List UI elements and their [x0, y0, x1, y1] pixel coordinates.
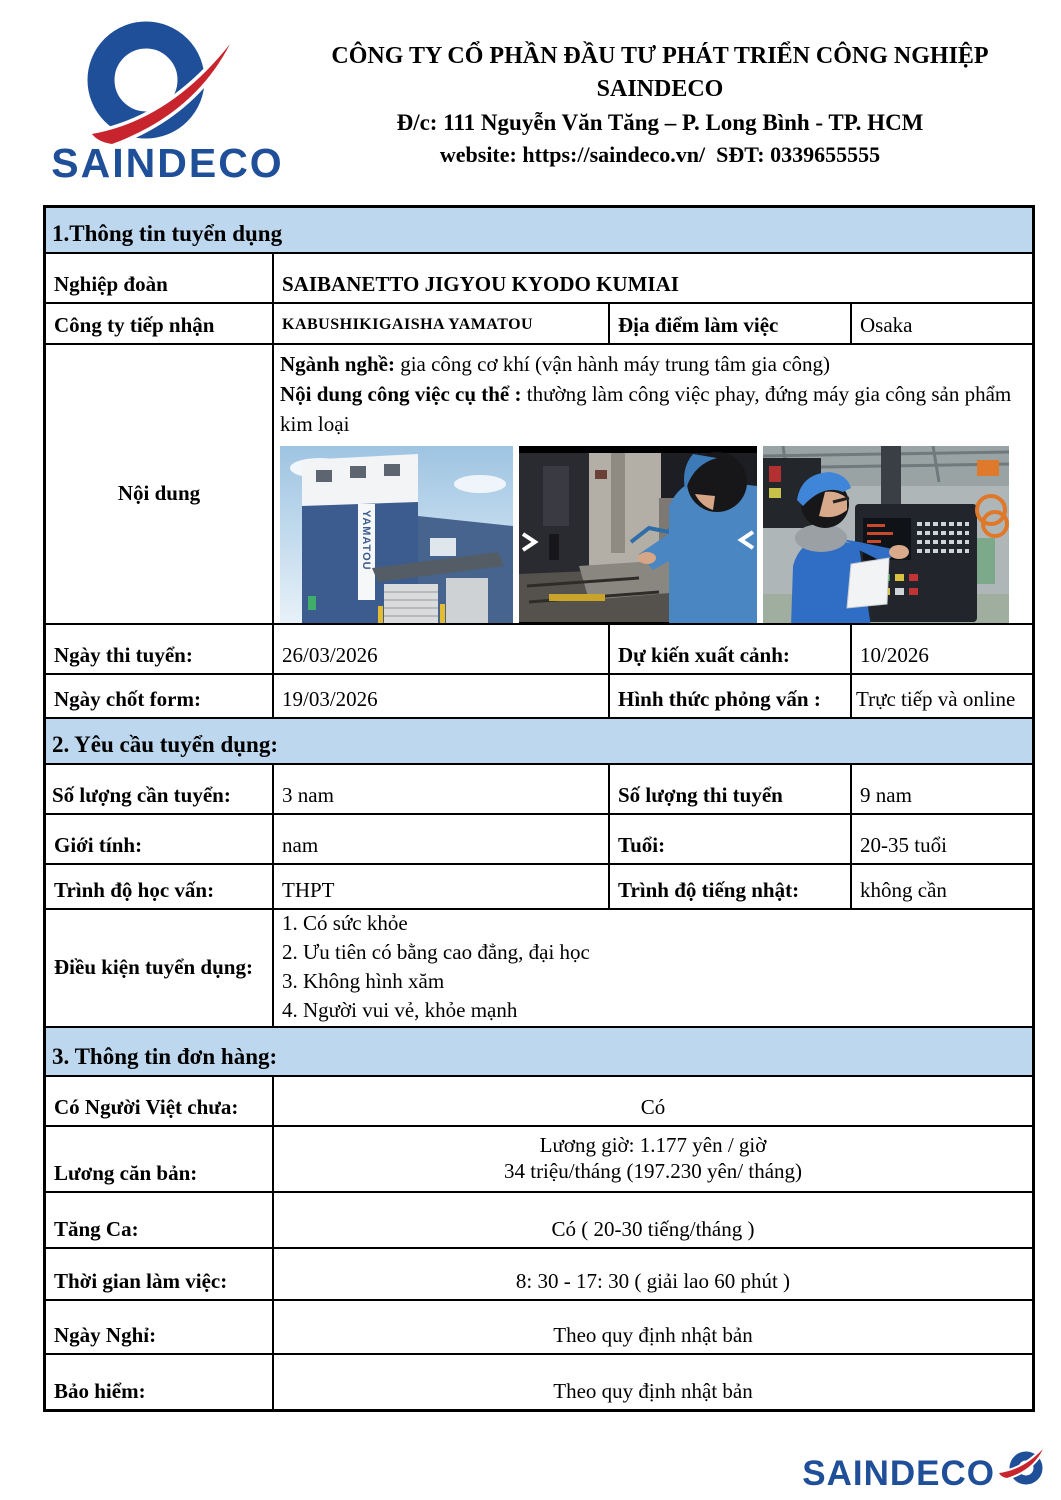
age-label: Tuổi: [608, 815, 850, 863]
table-row-education [46, 863, 1032, 908]
salary-line2: 34 triệu/tháng (197.230 yên/ tháng) [503, 1159, 803, 1183]
cnc-panel-photo [763, 446, 1009, 623]
recruitment-table [43, 205, 1035, 1412]
union-label: Nghiệp đoàn [54, 272, 168, 296]
table-row-working-hours [46, 1247, 1032, 1299]
company-info [285, 14, 1061, 187]
gender-label: Giới tính: [54, 833, 143, 857]
conditions-list [272, 910, 1032, 1026]
footer-logo [802, 1442, 1047, 1492]
condition-item: 4. Người vui vẻ, khỏe mạnh [282, 998, 518, 1022]
quantity-label: Số lượng cần tuyển: [52, 783, 231, 807]
section3-header [46, 1026, 1032, 1075]
exam-quantity-value: 9 nam [850, 765, 1032, 813]
logo-wordmark: SAINDECO [51, 140, 284, 186]
saindeco-logo-icon-small [997, 1442, 1047, 1486]
education-value: THPT [272, 865, 608, 908]
departure-label: Dự kiến xuất cảnh: [608, 625, 850, 673]
receiving-company-label: Công ty tiếp nhận [54, 313, 215, 337]
job-photos [280, 446, 1009, 623]
exam-date-label: Ngày thi tuyển: [54, 643, 193, 667]
overtime-label: Tăng Ca: [54, 1217, 139, 1241]
vietnamese-value: Có [272, 1077, 1032, 1125]
table-row-quantity [46, 763, 1032, 813]
dayoff-label: Ngày Nghỉ: [54, 1323, 157, 1347]
document-header [0, 14, 1061, 187]
section1-title: 1.Thông tin tuyển dụng [46, 208, 1032, 252]
exam-quantity-label: Số lượng thi tuyển [608, 765, 850, 813]
table-row-receiving-company [46, 302, 1032, 343]
job-detail-label: Nội dung công việc cụ thể : [280, 382, 522, 406]
table-row-vietnamese [46, 1075, 1032, 1125]
table-row-exam-date [46, 623, 1032, 673]
conditions-label: Điều kiện tuyển dụng: [54, 955, 253, 979]
quantity-value: 3 nam [272, 765, 608, 813]
table-row-content [46, 343, 1032, 623]
section1-header [46, 208, 1032, 252]
insurance-value: Theo quy định nhật bản [272, 1355, 1032, 1409]
table-row-union [46, 252, 1032, 302]
section2-title: 2. Yêu cầu tuyển dụng: [46, 719, 1032, 763]
content-cell [272, 345, 1032, 623]
company-website-phone: website: https://saindeco.vn/ SĐT: 0339655555 [439, 142, 881, 167]
form-deadline-label: Ngày chốt form: [54, 687, 201, 711]
company-name-line2: SAINDECO [596, 76, 724, 102]
work-location-value: Osaka [850, 304, 1032, 343]
table-row-insurance [46, 1353, 1032, 1409]
dayoff-value: Theo quy định nhật bản [272, 1301, 1032, 1353]
salary-label: Lương căn bản: [54, 1161, 198, 1185]
table-row-salary [46, 1125, 1032, 1191]
table-row-form-deadline [46, 673, 1032, 717]
education-label: Trình độ học vấn: [54, 878, 215, 902]
table-row-overtime [46, 1191, 1032, 1247]
receiving-company-value: KABUSHIKIGAISHA YAMATOU [272, 304, 608, 343]
company-logo [50, 14, 285, 187]
japanese-value: không cần [850, 865, 1032, 908]
company-address: Đ/c: 111 Nguyễn Văn Tăng – P. Long Bình - TP. HCM [396, 110, 924, 135]
factory-photo [280, 446, 513, 623]
table-row-dayoff [46, 1299, 1032, 1353]
hours-value: 8: 30 - 17: 30 ( giải lao 60 phút ) [272, 1249, 1032, 1299]
section2-header [46, 717, 1032, 763]
footer-wordmark: SAINDECO [802, 1454, 995, 1493]
japanese-label: Trình độ tiếng nhật: [608, 865, 850, 908]
machining-photo [519, 446, 757, 623]
overtime-value: Có ( 20-30 tiếng/tháng ) [272, 1193, 1032, 1247]
union-value: SAIBANETTO JIGYOU KYODO KUMIAI [272, 254, 1032, 302]
salary-cell [272, 1127, 1032, 1191]
content-label: Nội dung [117, 481, 201, 505]
company-name-line1: CÔNG TY CỔ PHẦN ĐẦU TƯ PHÁT TRIỂN CÔNG NGHIỆP [331, 43, 989, 69]
insurance-label: Bảo hiểm: [54, 1379, 146, 1403]
table-row-gender [46, 813, 1032, 863]
condition-item: 2. Ưu tiên có bằng cao đẳng, đại học [282, 940, 590, 964]
salary-line1: Lương giờ: 1.177 yên / giờ [539, 1133, 767, 1157]
departure-value: 10/2026 [850, 625, 1032, 673]
condition-item: 1. Có sức khỏe [282, 911, 408, 935]
form-deadline-value: 19/03/2026 [272, 675, 608, 717]
job-description-text [280, 349, 1026, 439]
section3-title: 3. Thông tin đơn hàng: [46, 1028, 1032, 1075]
vietnamese-label: Có Người Việt chưa: [54, 1095, 239, 1119]
interview-value: Trực tiếp và online [850, 675, 1032, 717]
gender-value: nam [272, 815, 608, 863]
job-detail-text: thường làm công việc phay, đứng máy gia công sản phẩm kim loại [280, 382, 1012, 436]
condition-item: 3. Không hình xăm [282, 969, 445, 993]
interview-label: Hình thức phỏng vấn : [608, 675, 850, 717]
saindeco-logo-icon [58, 14, 278, 146]
exam-date-value: 26/03/2026 [272, 625, 608, 673]
industry-label: Ngành nghề: [280, 352, 395, 376]
industry-text: gia công cơ khí (vận hành máy trung tâm gia công) [394, 352, 831, 376]
factory-sign-text: YAMATOU [360, 510, 372, 571]
hours-label: Thời gian làm việc: [54, 1269, 228, 1293]
age-value: 20-35 tuổi [850, 815, 1032, 863]
work-location-label: Địa điểm làm việc [608, 304, 850, 343]
table-row-conditions [46, 908, 1032, 1026]
